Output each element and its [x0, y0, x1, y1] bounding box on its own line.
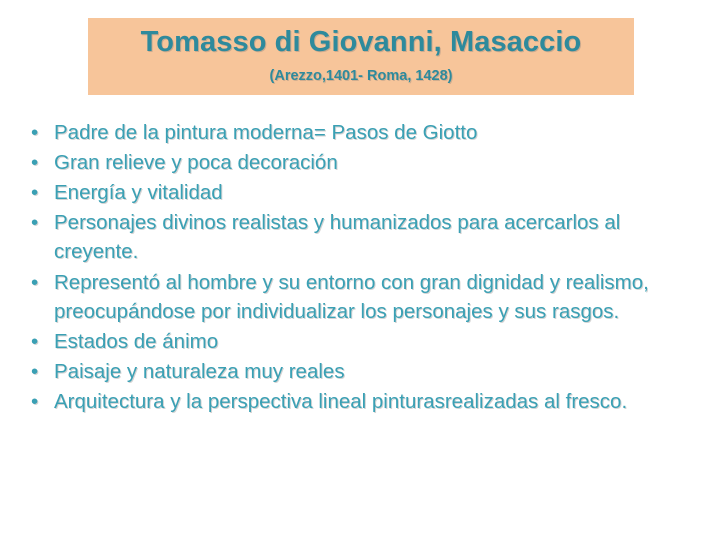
- list-item-label: Personajes divinos realistas y humanizados para acercarlos al creyente.: [54, 211, 621, 264]
- list-item-label: Padre de la pintura moderna= Pasos de Giotto: [54, 121, 478, 144]
- list-item-label: Gran relieve y poca decoración: [54, 151, 338, 175]
- list-item: [18, 178, 708, 207]
- page-subtitle: (Arezzo,1401- Roma, 1428): [269, 68, 453, 85]
- list-item: [18, 357, 708, 386]
- bullet-marker-icon: •: [31, 359, 39, 383]
- bullet-marker-icon: •: [31, 389, 39, 413]
- bullet-marker-icon: •: [31, 211, 39, 235]
- list-item: [18, 327, 708, 356]
- bullet-marker-icon: •: [31, 270, 39, 294]
- page-title: Tomasso di Giovanni, Masaccio: [140, 26, 582, 58]
- list-item: [18, 118, 708, 147]
- list-item-label: Arquitectura y la perspectiva lineal pinturasrealizadas al fresco.: [54, 389, 628, 413]
- list-item: [18, 268, 708, 326]
- list-item-label: Energía y vitalidad: [54, 181, 223, 205]
- title-block: [88, 18, 634, 95]
- bullet-marker-icon: •: [31, 329, 39, 353]
- bullet-marker-icon: •: [31, 181, 39, 205]
- list-item-label: Estados de ánimo: [54, 329, 219, 353]
- list-item: [18, 208, 708, 266]
- bullet-marker-icon: •: [31, 121, 39, 144]
- list-item-label: Representó al hombre y su entorno con gran dignidad y realismo, preocupándose por individualizar los personajes y sus rasgos.: [54, 270, 649, 323]
- list-item-label: Paisaje y naturaleza muy reales: [54, 359, 345, 383]
- list-item: [18, 387, 708, 416]
- bullet-list: [18, 118, 708, 417]
- list-item: [18, 148, 708, 177]
- bullet-marker-icon: •: [31, 151, 39, 175]
